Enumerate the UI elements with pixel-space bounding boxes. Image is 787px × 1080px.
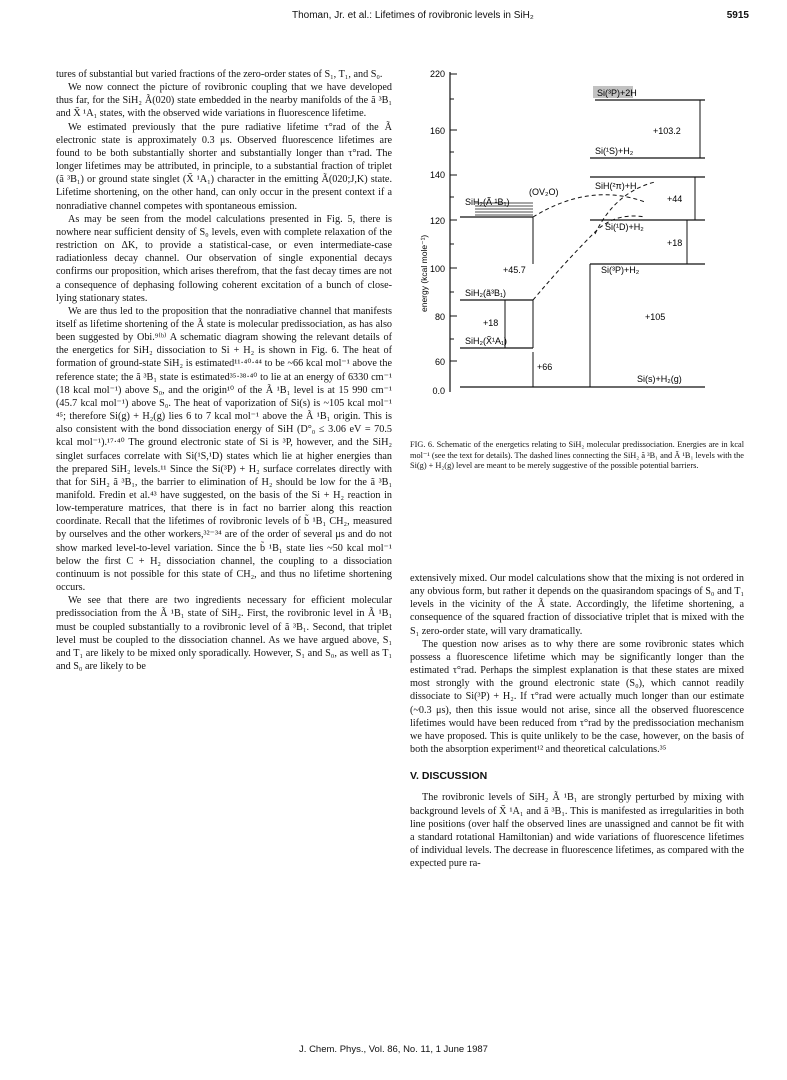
tick-label: 160	[429, 126, 445, 136]
gap-label: +103.2	[653, 126, 681, 136]
paragraph: tures of substantial but varied fractions of the zero-order states of S₁, T₁, and S₀.	[56, 69, 383, 80]
paragraph: extensively mixed. Our model calculations show that the mixing is not ordered in any obvious form, but rather it depends on the quasirandom spacings of S₀ and T₁ levels in the vicinity of the Ã state. Accordingly, the lifetime shortening, a consequence of the squared fraction of dissociative triplet that is mixed with the S₁ zero-order state, will vary dramatically.	[410, 573, 744, 637]
level-label: SiH₂(ã³B₁)	[465, 288, 507, 298]
paragraph: The rovibronic levels of SiH₂ Ã ¹B₁ are strongly perturbed by mixing with background levels of X̃ ¹A₁ and ã ³B₁. This is manifested as irregularities in both line positions (over half the observed lines are unassigned and cannot be fit with a standard rotational Hamiltonian) and wide variations of fluorescence lifetimes of individual levels. The decrease in fluorescence lifetimes, as compared with the expected pure ra-	[410, 792, 744, 870]
level-label: Si(¹S)+H₂	[595, 146, 634, 156]
level-label: Si(¹D)+H₂	[605, 222, 644, 232]
tick-label: 140	[429, 170, 445, 180]
left-column	[56, 68, 392, 673]
tick-label: 100	[429, 264, 445, 274]
paragraph: As may be seen from the model calculations presented in Fig. 5, there is nowhere near sufficient density of S₀ levels, even with complete relaxation of the restriction on ΔK, to provide a statistical-case, or even intermediate-case radiationless decay channel. Our observation of single exponential decays confirms our proposition, which arises therefrom, that the fast decay times are not a consequence of dephasing following coherent excitation of a bunch of close-lying stationary states.	[56, 213, 392, 304]
gap-label: +44	[667, 194, 683, 204]
level-label: SiH₂(Ã ¹B₁)	[465, 197, 510, 207]
level-label: Si(s)+H₂(g)	[637, 374, 682, 384]
running-title: Thoman, Jr. et al.: Lifetimes of rovibronic levels in SiH₂	[292, 10, 534, 21]
tick-label: 80	[434, 312, 445, 322]
paragraph: We now connect the picture of rovibronic coupling that we have developed thus far, for the SiH₂ Ã(020) state embedded in the nearby manifolds of the ã ³B₁ and X̃ ¹A₁ states, with the observed wide variations in fluorescence lifetime.	[56, 82, 392, 120]
gap-label: +18	[483, 318, 499, 328]
tick-label: 0.0	[432, 386, 445, 396]
gap-label: +105	[645, 312, 666, 322]
energy-diagram	[405, 62, 745, 432]
y-axis-label: energy (kcal mole⁻¹)	[419, 234, 429, 312]
level-label: SiH₂(X̃¹A₁)	[465, 336, 508, 346]
gap-label: +45.7	[503, 265, 526, 275]
level-label: SiH(²π)+H	[595, 181, 637, 191]
tick-label: 220	[429, 69, 445, 79]
paragraph: The question now arises as to why there are some rovibronic states which possess a fluorescence lifetime which may be significantly longer than the estimated τ°rad. Perhaps the simplest explanation is that these states are mixed most strongly with the ground electronic state (S₀), which cannot readily dissociate to Si(³P) + H₂. If τ°rad were actually much longer than our estimate (~0.3 μs), then this issue would not arise, since all the observed fluorescence lifetimes would have been reduced from τ°rad by the predissociation mechanism we have proposed. This is quite unlikely to be the case, however, on the basis of both the absorption experiment¹² and theoretical calculations.³⁵	[410, 638, 744, 756]
gap-label: +66	[537, 362, 553, 372]
tick-label: 120	[429, 216, 445, 226]
level-label: (OV₂O)	[529, 187, 559, 197]
paragraph: We are thus led to the proposition that the nonradiative channel that manifests itself as lifetime shortening of the Ã state is molecular predissociation, as has also been suggested by Obi.⁹⁽ᵇ⁾ A schematic diagram showing the relevant details of the energetics for SiH₂ dissociation to Si + H₂ is shown in Fig. 6. The heat of formation of ground-state SiH₂ is estimated¹¹·⁴⁰·⁴⁴ to be ~66 kcal mol⁻¹ above the reference state; the ã ³B₁ state is estimated³⁵·³⁸·⁴⁰ to lie at an energy of 6330 cm⁻¹ (18 kcal mol⁻¹) above S₀, and the origin¹⁰ of the Ã ¹B₁ level is at 15 990 cm⁻¹ (45.7 kcal mol⁻¹) above S₀. The heat of vaporization of Si(s) is ~105 kcal mol⁻¹ ⁴⁵; therefore Si(g) + H₂(g) lies 6 to 7 kcal mol⁻¹ above the Ã ¹B₁ origin. This is also consistent with the bond dissociation energy of SiH (D°₀ ≤ 3.06 eV = 70.5 kcal mol⁻¹).¹⁷·⁴⁰ The ground electronic state of Si is ³P, however, and the SiH₂ singlet surfaces correlate with Si(¹S,¹D) states which lie at higher energies than the prepared SiH₂ levels.¹¹ Since the Si(³P) + H₂ surface correlates directly with that for SiH₂ ã ³B₁, the barrier to elimination of H₂ should be low for the ã ³B₁ manifold. Fredin et al.⁴³ have suggested, on the basis of the Si + H₂ reaction in low-temperature matrices, that there is in fact no barrier along this reaction coordinate. Recall that the lifetimes of rovibronic levels of b̃ ¹B₁ CH₂, measured by ourselves and the other workers,³²⁻³⁴ are of the order of several μs and do not show marked level-to-level variation. Since the b̃ ¹B₁ state lies ~50 kcal mol⁻¹ below the first C + H₂ dissociation channel, the coupling to a dissociation continuum is not possible for this state of CH₂, and thus no lifetime shortening occurs.	[56, 305, 392, 594]
figure-caption: FIG. 6. Schematic of the energetics relating to SiH₂ molecular predissociation. Energies are in kcal mol⁻¹ (see the text for details). The dashed lines connecting the SiH₂ ã ³B₁ and Ã ¹B₁ levels with the Si(g) + H₂(g) level are meant to be merely suggestive of the possible potential barriers.	[410, 440, 744, 470]
paragraph: We estimated previously that the pure radiative lifetime τ°rad of the Ã electronic state is approximately 0.3 μs. Observed fluorescence lifetimes are found to be both substantially shorter and substantially longer than τ°rad. The longer lifetimes may be attributed, in principle, to a substantial fraction of triplet (ã ³B₁) or ground state singlet (X̃ ¹A₁) character in the emitting Ã(020;J,K) state. Lifetime shortening, on the other hand, can only occur in the present context if a nonradiative channel competes with spontaneous emission.	[56, 121, 392, 212]
right-column	[410, 572, 744, 870]
section-heading: V. DISCUSSION	[410, 770, 488, 783]
paragraph: We see that there are two ingredients necessary for efficient molecular predissociation from the Ã ¹B₁ state of SiH₂. First, the rovibronic level in Ã ¹B₁ must be coupled substantially to a rovibronic level of ã ³B₁. Second, that triplet level must be coupled to the dissociation channel. As we have argued above, S₁ and T₁ are likely to be mixed only sporadically. However, S₁ and S₀, as well as T₁ and S₀ are likely to be	[56, 595, 392, 673]
tick-label: 60	[434, 357, 445, 367]
level-label: Si(³P)+2H	[597, 88, 637, 98]
running-header	[0, 10, 787, 30]
level-label: Si(³P)+H₂	[601, 265, 640, 275]
gap-label: +18	[667, 238, 683, 248]
page-number: 5915	[726, 10, 749, 21]
footer: J. Chem. Phys., Vol. 86, No. 11, 1 June 1987	[299, 1044, 488, 1055]
